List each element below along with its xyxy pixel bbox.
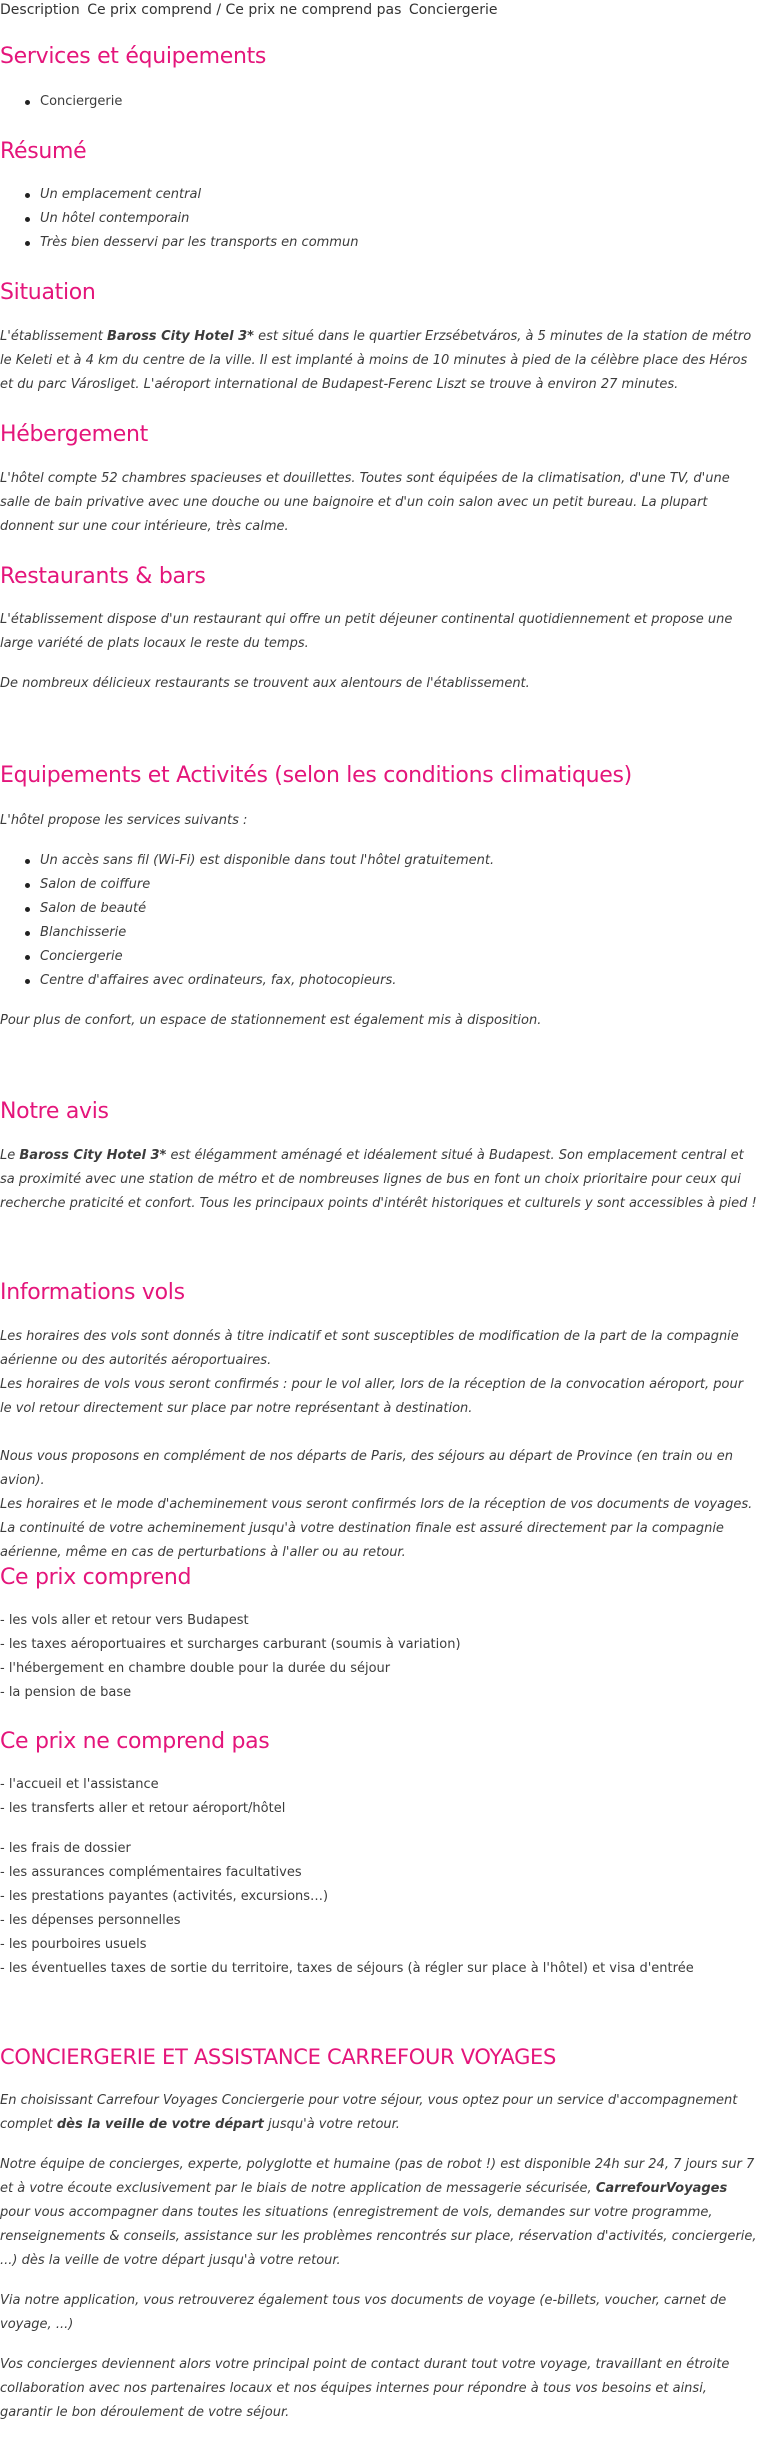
- ne-comprend-line: - les frais de dossier: [0, 1841, 131, 1856]
- services-heading: Services et équipements: [0, 44, 267, 69]
- avis-heading: Notre avis: [0, 1099, 109, 1124]
- ne-comprend-line: - les pourboires usuels: [0, 1937, 147, 1952]
- equipements-item: Conciergerie: [0, 945, 758, 969]
- situation-text: [0, 325, 758, 397]
- situation-hotel-name: Baross City Hotel 3*: [107, 329, 254, 344]
- equipements-item: Salon de coiffure: [0, 873, 758, 897]
- equipements-item: Blanchisserie: [0, 921, 758, 945]
- avis-text-pre: Le: [0, 1148, 16, 1163]
- vols-line: Les horaires et le mode d'acheminement vous seront confirmés lors de la réception de vos documents de voyages.: [0, 1497, 753, 1512]
- situation-heading: Situation: [0, 280, 96, 305]
- conciergerie-block: [0, 2089, 758, 2425]
- comprend-line: - les vols aller et retour vers Budapest: [0, 1613, 249, 1628]
- resume-item: Un emplacement central: [0, 183, 758, 207]
- services-item: Conciergerie: [0, 90, 758, 114]
- conciergerie-text-2-pre: Notre équipe de concierges, experte, polyglotte et humaine (pas de robot !) est disponible 24h sur 24, 7 jours sur 7 et à votre écoute exclusivement par le biais de notre application de messagerie sécurisée,: [0, 2157, 755, 2196]
- tab-description[interactable]: Description: [0, 2, 80, 18]
- hebergement-block: [0, 467, 758, 539]
- services-list: [0, 90, 758, 114]
- ne-comprend-heading: Ce prix ne comprend pas: [0, 1729, 270, 1754]
- services-list-block: [0, 90, 758, 114]
- vols-line: La continuité de votre acheminement jusqu'à votre destination finale est assuré directement par la compagnie aérienne, même en cas de perturbations à l'aller ou au retour.: [0, 1521, 724, 1560]
- comprend-line: - la pension de base: [0, 1685, 132, 1700]
- hebergement-heading: Hébergement: [0, 422, 148, 447]
- situation-text-post: est situé dans le quartier Erzsébetváros, à 5 minutes de la station de métro le Keleti et à 4 km du centre de la ville. Il est implanté à moins de 10 minutes à pied de la célèbre place des Héros et du parc Városliget. L'aéroport international de Budapest-Ferenc Liszt se trouve à environ 27 minutes.: [0, 329, 752, 392]
- comprend-line: - l'hébergement en chambre double pour la durée du séjour: [0, 1661, 391, 1676]
- conciergerie-text-3: Via notre application, vous retrouverez également tous vos documents de voyage (e-billets, voucher, carnet de voyage, ...): [0, 2293, 727, 2332]
- tab-conciergerie[interactable]: Conciergerie: [408, 2, 498, 18]
- ne-comprend-line: - les éventuelles taxes de sortie du territoire, taxes de séjours (à régler sur place à l'hôtel) et visa d'entrée: [0, 1961, 694, 1976]
- conciergerie-text-1-post: jusqu'à votre retour.: [268, 2117, 400, 2132]
- equipements-item: Salon de beauté: [0, 897, 758, 921]
- vols-heading: Informations vols: [0, 1280, 185, 1305]
- vols-block: [0, 1325, 758, 1565]
- tab-bar: [0, 0, 501, 20]
- restaurants-heading: Restaurants & bars: [0, 564, 206, 589]
- equipements-heading: Equipements et Activités (selon les conditions climatiques): [0, 763, 632, 788]
- comprend-block: [0, 1609, 758, 1705]
- conciergerie-text-1-pre: En choisissant Carrefour Voyages Conciergerie pour votre séjour, vous optez pour un service d'accompagnement complet: [0, 2093, 738, 2132]
- ne-comprend-line: - les assurances complémentaires facultatives: [0, 1865, 302, 1880]
- vols-line: Les horaires de vols vous seront confirmés : pour le vol aller, lors de la réception de la convocation aéroport, pour le vol retour directement sur place par notre représentant à destination.: [0, 1377, 744, 1416]
- restaurants-text-2: De nombreux délicieux restaurants se trouvent aux alentours de l'établissement.: [0, 676, 530, 691]
- conciergerie-text-2: [0, 2153, 758, 2273]
- equipements-block: [0, 809, 758, 1033]
- ne-comprend-line: - les dépenses personnelles: [0, 1913, 181, 1928]
- hebergement-text: L'hôtel compte 52 chambres spacieuses et douillettes. Toutes sont équipées de la climatisation, d'une TV, d'une salle de bain privative avec une douche ou une baignoire et d'un coin salon avec un petit bureau. La plupart donnent sur une cour intérieure, très calme.: [0, 471, 730, 534]
- avis-block: [0, 1144, 758, 1216]
- comprend-heading: Ce prix comprend: [0, 1565, 192, 1590]
- avis-hotel-name: Baross City Hotel 3*: [19, 1148, 167, 1163]
- ne-comprend-line: - l'accueil et l'assistance: [0, 1777, 159, 1792]
- restaurants-text-1: L'établissement dispose d'un restaurant qui offre un petit déjeuner continental quotidiennement et propose une large variété de plats locaux le reste du temps.: [0, 612, 733, 651]
- resume-item: Un hôtel contemporain: [0, 207, 758, 231]
- conciergerie-text-4: Vos concierges deviennent alors votre principal point de contact durant tout votre voyage, travaillant en étroite collaboration avec nos partenaires locaux et nos équipes internes pour répondre à tous vos besoins et ainsi, garantir le bon déroulement de votre séjour.: [0, 2357, 730, 2420]
- conciergerie-app-name: CarrefourVoyages: [595, 2181, 728, 2196]
- tab-prix[interactable]: Ce prix comprend / Ce prix ne comprend pas: [87, 2, 402, 18]
- avis-text: [0, 1144, 758, 1216]
- situation-block: [0, 325, 758, 397]
- vols-line: Nous vous proposons en complément de nos départs de Paris, des séjours au départ de Province (en train ou en avion).: [0, 1449, 733, 1488]
- conciergerie-text-1-bold: dès la veille de votre départ: [56, 2117, 264, 2132]
- equipements-item: Un accès sans fil (Wi-Fi) est disponible dans tout l'hôtel gratuitement.: [0, 849, 758, 873]
- conciergerie-text-1: [0, 2089, 758, 2137]
- restaurants-block: [0, 608, 758, 696]
- avis-text-post: est élégamment aménagé et idéalement situé à Budapest. Son emplacement central et sa proximité avec une station de métro et de nombreuses lignes de bus en font un choix prioritaire pour ceux qui recherche praticité et confort. Tous les principaux points d'intérêt historiques et culturels y sont accessibles à pied !: [0, 1148, 757, 1211]
- equipements-outro: Pour plus de confort, un espace de stationnement est également mis à disposition.: [0, 1013, 542, 1028]
- resume-item: Très bien desservi par les transports en commun: [0, 231, 758, 255]
- ne-comprend-line: - les prestations payantes (activités, excursions…): [0, 1889, 329, 1904]
- equipements-item: Centre d'affaires avec ordinateurs, fax, photocopieurs.: [0, 969, 758, 993]
- resume-heading: Résumé: [0, 139, 87, 164]
- resume-list: [0, 183, 758, 255]
- comprend-line: - les taxes aéroportuaires et surcharges carburant (soumis à variation): [0, 1637, 461, 1652]
- vols-line: Les horaires des vols sont donnés à titre indicatif et sont susceptibles de modification de la part de la compagnie aérienne ou des autorités aéroportuaires.: [0, 1329, 739, 1368]
- conciergerie-text-2-post: pour vous accompagner dans toutes les situations (enregistrement de vols, demandes sur votre programme, renseignements & conseils, assistance sur les problèmes rencontrés sur place, réservation d'activités, conciergerie, ...) dès la veille de votre départ jusqu'à votre retour.: [0, 2205, 757, 2268]
- situation-text-pre: L'établissement: [0, 329, 103, 344]
- equipements-intro: L'hôtel propose les services suivants :: [0, 813, 248, 828]
- resume-list-block: [0, 183, 758, 255]
- conciergerie-heading: CONCIERGERIE ET ASSISTANCE CARREFOUR VOYAGES: [0, 2045, 557, 2069]
- ne-comprend-line: - les transferts aller et retour aéroport/hôtel: [0, 1801, 286, 1816]
- ne-comprend-block: [0, 1773, 758, 1981]
- equipements-list: [0, 849, 758, 993]
